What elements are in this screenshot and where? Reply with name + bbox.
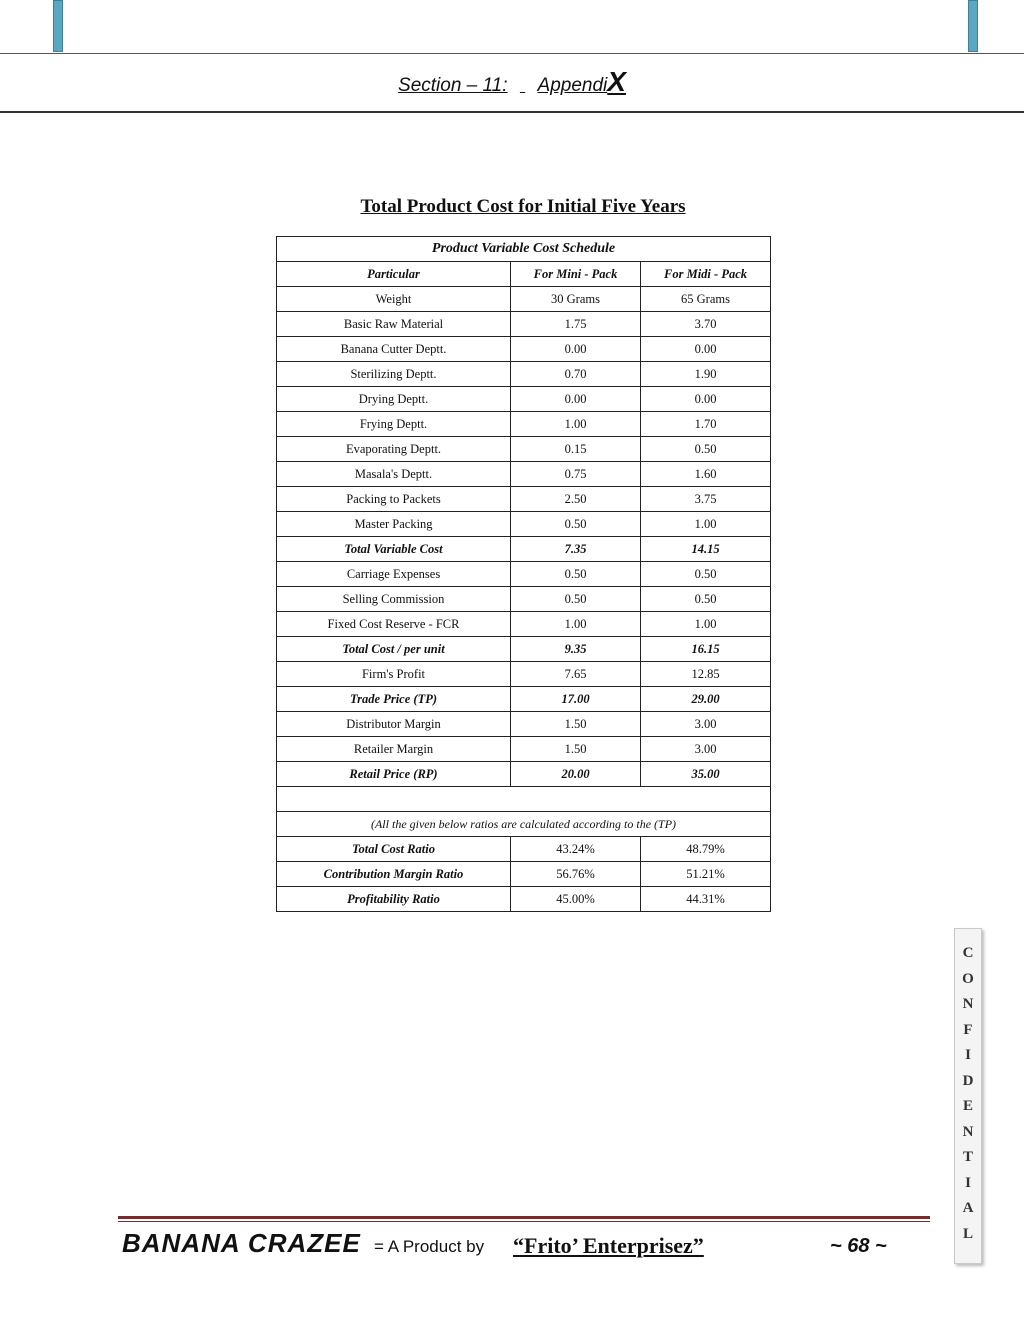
confidential-letter: C [962, 945, 974, 961]
row-label: Sterilizing Deptt. [277, 362, 511, 387]
table-row [277, 512, 771, 537]
table-title: Total Product Cost for Initial Five Years [360, 196, 686, 217]
midi-pack-ratio: 51.21% [641, 862, 771, 887]
section-heading [0, 66, 1024, 98]
mini-pack-value: 0.50 [511, 587, 641, 612]
confidential-letter: I [965, 1047, 971, 1063]
mini-pack-value: 0.75 [511, 462, 641, 487]
mini-pack-value: 0.00 [511, 337, 641, 362]
midi-pack-value: 0.50 [641, 587, 771, 612]
confidential-letter: N [962, 996, 974, 1012]
confidential-letter: F [963, 1021, 973, 1038]
confidential-letter: I [965, 1174, 971, 1191]
mini-pack-ratio: 43.24% [511, 837, 641, 862]
midi-pack-value: 3.00 [641, 712, 771, 737]
table-row [277, 537, 771, 562]
row-label: Selling Commission [277, 587, 511, 612]
confidential-strip [954, 928, 982, 1264]
heading-gap [508, 75, 538, 97]
midi-pack-value: 0.50 [641, 437, 771, 462]
mini-pack-value: 1.00 [511, 612, 641, 637]
column-header-midi-pack: For Midi - Pack [641, 262, 771, 287]
mini-pack-value: 0.00 [511, 387, 641, 412]
row-label: Retailer Margin [277, 737, 511, 762]
footer-tagline: = A Product by [374, 1237, 485, 1256]
row-label: Master Packing [277, 512, 511, 537]
table-row [277, 562, 771, 587]
midi-pack-value: 1.90 [641, 362, 771, 387]
confidential-letter: D [962, 1072, 974, 1089]
table-row [277, 437, 771, 462]
mini-pack-value: 0.50 [511, 512, 641, 537]
midi-pack-ratio: 48.79% [641, 837, 771, 862]
mini-pack-ratio: 56.76% [511, 862, 641, 887]
table-row [277, 462, 771, 487]
note-row [277, 812, 771, 837]
mini-pack-value: 17.00 [511, 687, 641, 712]
table-row [277, 737, 771, 762]
row-label: Distributor Margin [277, 712, 511, 737]
row-label: Carriage Expenses [277, 562, 511, 587]
section-number: Section – 11: [398, 75, 508, 96]
appendix-big-letter: X [607, 66, 626, 97]
mini-pack-value: 9.35 [511, 637, 641, 662]
table-row [277, 412, 771, 437]
ratio-row [277, 887, 771, 912]
midi-pack-value: 0.00 [641, 337, 771, 362]
header-row [277, 262, 771, 287]
row-label: Packing to Packets [277, 487, 511, 512]
table-row [277, 587, 771, 612]
footer-rule-thick [118, 1216, 930, 1219]
ratio-row [277, 862, 771, 887]
mini-pack-value: 0.70 [511, 362, 641, 387]
ratio-label: Total Cost Ratio [277, 837, 511, 862]
midi-pack-value: 14.15 [641, 537, 771, 562]
mini-pack-value: 30 Grams [511, 287, 641, 312]
ratio-label: Contribution Margin Ratio [277, 862, 511, 887]
row-label: Firm's Profit [277, 662, 511, 687]
row-label: Weight [277, 287, 511, 312]
mini-pack-ratio: 45.00% [511, 887, 641, 912]
row-label: Basic Raw Material [277, 312, 511, 337]
footer-rule-thin [118, 1221, 930, 1222]
confidential-letter: T [962, 1149, 973, 1165]
confidential-letter: L [962, 1225, 973, 1242]
table-caption: Product Variable Cost Schedule [277, 237, 771, 262]
midi-pack-value: 0.50 [641, 562, 771, 587]
footer-company: “Frito’ Enterprisez” [513, 1233, 704, 1258]
mini-pack-value: 0.15 [511, 437, 641, 462]
table-row [277, 762, 771, 787]
midi-pack-ratio: 44.31% [641, 887, 771, 912]
mini-pack-value: 7.65 [511, 662, 641, 687]
row-label: Total Variable Cost [277, 537, 511, 562]
table-row [277, 712, 771, 737]
midi-pack-value: 29.00 [641, 687, 771, 712]
table-row [277, 612, 771, 637]
header-rule-top [0, 53, 1024, 54]
row-label: Fixed Cost Reserve - FCR [277, 612, 511, 637]
midi-pack-value: 65 Grams [641, 287, 771, 312]
cost-schedule-table [276, 236, 771, 912]
midi-pack-value: 12.85 [641, 662, 771, 687]
row-label: Masala's Deptt. [277, 462, 511, 487]
confidential-letter: N [962, 1123, 974, 1140]
mini-pack-value: 2.50 [511, 487, 641, 512]
table-row [277, 487, 771, 512]
mini-pack-value: 7.35 [511, 537, 641, 562]
midi-pack-value: 1.70 [641, 412, 771, 437]
mini-pack-value: 0.50 [511, 562, 641, 587]
mini-pack-value: 1.75 [511, 312, 641, 337]
table-row [277, 637, 771, 662]
confidential-letter: A [962, 1200, 974, 1216]
midi-pack-value: 3.70 [641, 312, 771, 337]
confidential-letter: E [962, 1098, 973, 1114]
midi-pack-value: 16.15 [641, 637, 771, 662]
blank-cell [277, 787, 771, 812]
row-label: Trade Price (TP) [277, 687, 511, 712]
ratio-label: Profitability Ratio [277, 887, 511, 912]
midi-pack-value: 0.00 [641, 387, 771, 412]
table-row [277, 287, 771, 312]
mini-pack-value: 1.50 [511, 712, 641, 737]
table-row [277, 337, 771, 362]
ratio-row [277, 837, 771, 862]
table-row [277, 387, 771, 412]
page-number: ~ 68 ~ [830, 1235, 887, 1257]
table-row [277, 312, 771, 337]
mini-pack-value: 1.00 [511, 412, 641, 437]
mini-pack-value: 1.50 [511, 737, 641, 762]
mini-pack-value: 20.00 [511, 762, 641, 787]
midi-pack-value: 1.00 [641, 512, 771, 537]
midi-pack-value: 35.00 [641, 762, 771, 787]
header-bar-left [53, 0, 63, 52]
midi-pack-value: 3.00 [641, 737, 771, 762]
ratio-note: (All the given below ratios are calculated according to the (TP) [277, 812, 771, 837]
midi-pack-value: 3.75 [641, 487, 771, 512]
table-row [277, 687, 771, 712]
caption-row [277, 237, 771, 262]
header-bar-right [968, 0, 978, 52]
row-label: Retail Price (RP) [277, 762, 511, 787]
row-label: Total Cost / per unit [277, 637, 511, 662]
footer-brand: BANANA CRAZEE [122, 1228, 361, 1258]
midi-pack-value: 1.00 [641, 612, 771, 637]
appendix-label: Appendi [537, 75, 608, 96]
table-row [277, 662, 771, 687]
row-label: Drying Deptt. [277, 387, 511, 412]
confidential-letter: O [962, 970, 974, 987]
blank-row [277, 787, 771, 812]
table-row [277, 362, 771, 387]
midi-pack-value: 1.60 [641, 462, 771, 487]
row-label: Frying Deptt. [277, 412, 511, 437]
row-label: Banana Cutter Deptt. [277, 337, 511, 362]
row-label: Evaporating Deptt. [277, 437, 511, 462]
header-rule-bottom [0, 111, 1024, 113]
column-header-particular: Particular [277, 262, 511, 287]
column-header-mini-pack: For Mini - Pack [511, 262, 641, 287]
